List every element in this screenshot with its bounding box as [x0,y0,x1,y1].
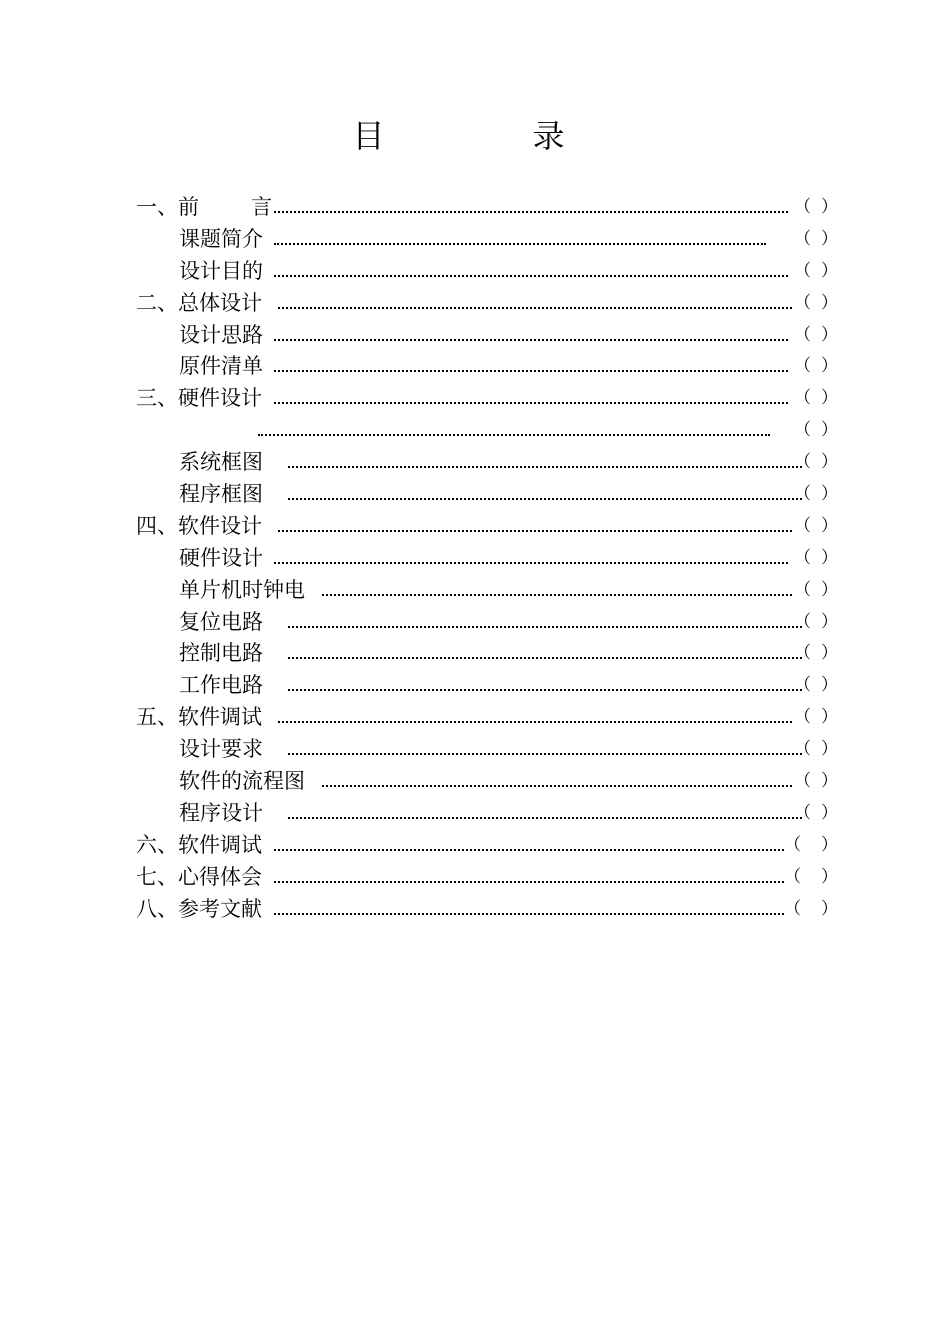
page-number-placeholder: （ ） [794,771,838,792]
toc-entry-label: 三、硬件设计 [136,386,262,411]
page-number-placeholder: （ ） [784,834,838,855]
toc-entry-label: 工作电路 [179,673,263,698]
page-number-placeholder: （ ） [794,197,838,217]
toc-entry-label: 硬件设计 [179,545,263,570]
toc-entry-label: 设计目的 [179,258,263,283]
dot-leader [278,721,792,723]
toc-entry [136,351,842,383]
dot-leader [274,849,784,851]
toc-entry-label: 二、总体设计 [136,290,262,315]
toc-entry [136,670,842,702]
dot-leader [288,626,802,628]
toc-entry-label: 五、软件调试 [136,705,262,730]
page-number-placeholder: （ ） [794,484,838,505]
toc-entry [136,862,842,894]
toc-entry [136,702,842,734]
dot-leader [274,370,788,372]
page-number-placeholder: （ ） [794,452,838,473]
toc-entry-label: 设计要求 [179,737,263,762]
page-number-placeholder: （ ） [784,898,838,919]
dot-leader [274,211,788,213]
toc-entry [136,894,842,926]
dot-leader [322,785,792,787]
toc-entry [136,607,842,639]
toc-entry-label: 软件的流程图 [179,769,305,794]
dot-leader [278,530,792,532]
table-of-contents [136,192,842,925]
page-number-placeholder: （ ） [794,292,838,313]
dot-leader [288,753,802,755]
toc-entry [136,256,842,288]
dot-leader [288,689,802,691]
toc-entry-label: 七、心得体会 [136,864,262,889]
toc-entry-label: 八、参考文献 [136,896,262,921]
page-number-placeholder: （ ） [794,388,838,409]
page-number-placeholder: （ ） [794,611,838,632]
dot-leader [274,339,788,341]
dot-leader [322,594,792,596]
page-number-placeholder: （ ） [794,228,838,249]
toc-entry-label: 系统框图 [179,450,263,475]
toc-entry [136,288,842,320]
dot-leader [274,275,788,277]
page-number-placeholder: （ ） [794,802,838,823]
page-number-placeholder: （ ） [784,866,838,887]
dot-leader [278,307,792,309]
dot-leader [258,434,770,436]
toc-entry [136,224,842,256]
toc-entry [136,766,842,798]
toc-entry [136,415,842,447]
page-title: 目 录 [352,117,623,155]
toc-entry-label: 控制电路 [179,641,263,666]
toc-entry-label: 一、前 言 [136,195,272,219]
toc-entry [136,447,842,479]
dot-leader [274,243,766,245]
page-number-placeholder: （ ） [794,579,838,600]
page-number-placeholder: （ ） [794,324,838,345]
toc-entry-label: 原件清单 [179,354,263,379]
page-number-placeholder: （ ） [794,707,838,728]
dot-leader [274,881,784,883]
page-number-placeholder: （ ） [794,420,838,441]
page-number-placeholder: （ ） [794,515,838,536]
toc-entry [136,383,842,415]
page-number-placeholder: （ ） [794,739,838,760]
toc-entry-label: 单片机时钟电 [179,577,305,602]
toc-entry-label: 程序框图 [179,482,263,507]
toc-entry [136,575,842,607]
toc-entry [136,320,842,352]
toc-entry-label: 设计思路 [179,322,263,347]
dot-leader [288,817,802,819]
page-number-placeholder: （ ） [794,260,838,281]
page-number-placeholder: （ ） [794,356,838,377]
dot-leader [288,498,802,500]
toc-entry [136,479,842,511]
toc-entry [136,511,842,543]
dot-leader [274,402,788,404]
toc-entry-label: 程序设计 [179,800,263,825]
page-number-placeholder: （ ） [794,675,838,696]
dot-leader [274,913,784,915]
toc-entry [136,734,842,766]
toc-entry [136,543,842,575]
dot-leader [274,562,788,564]
dot-leader [288,657,802,659]
toc-entry [136,798,842,830]
toc-entry-label: 复位电路 [179,609,263,634]
toc-entry-label: 课题简介 [179,226,263,251]
dot-leader [288,466,802,468]
page-number-placeholder: （ ） [794,643,838,664]
toc-entry [136,638,842,670]
toc-entry-label: 六、软件调试 [136,832,262,857]
toc-entry-label: 四、软件设计 [136,513,262,538]
toc-entry [136,192,842,224]
page-number-placeholder: （ ） [794,547,838,568]
toc-entry [136,830,842,862]
